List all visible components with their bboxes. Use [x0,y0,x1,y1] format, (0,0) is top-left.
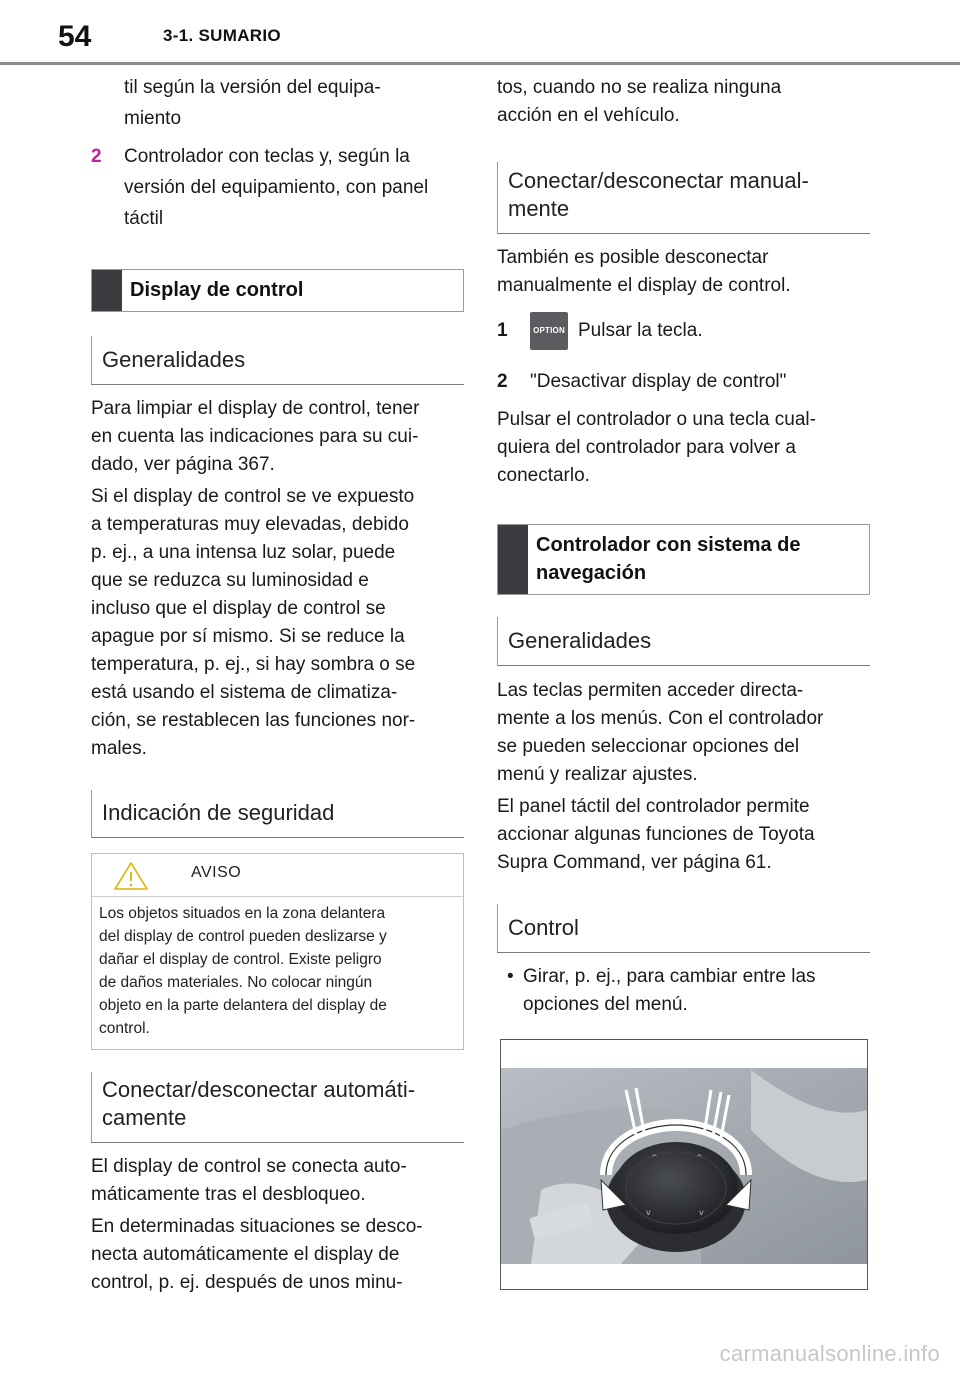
text-line: Girar, p. ej., para cambiar entre las [523,966,816,987]
svg-text:^: ^ [696,1153,703,1162]
subheading-text: Control [508,915,579,940]
text-line: Los objetos situados en la zona delantera [99,905,386,922]
subheading-text [102,1076,460,1132]
text-line: Para limpiar el display de control, tener [91,398,420,419]
subheading-text: Indicación de seguridad [102,800,335,825]
item-text [124,141,464,234]
warning-label: AVISO [191,864,242,881]
text-line: máticamente tras el desbloqueo. [91,1184,366,1205]
header-rule [0,62,960,65]
subheading-generalidades [91,336,464,385]
subheading-text: Generalidades [102,347,246,372]
warning-triangle-icon [113,861,149,891]
paragraph-limpiar [91,395,464,479]
svg-text:v: v [646,1208,651,1217]
text-line: apague por sí mismo. Si se reduce la [91,626,405,647]
text-line: control. [99,1020,150,1037]
heading-bar [498,525,528,594]
text-line: También es posible desconectar [497,247,769,268]
text-line: quiera del controlador para volver a [497,437,796,458]
text-line: conectarlo. [497,465,590,486]
text-line: opciones del menú. [523,994,688,1015]
item-number: 2 [91,146,102,167]
step-text [530,311,870,351]
text-line: manualmente el display de control. [497,275,791,296]
heading-text: Display de control [130,279,304,301]
text-line: dañar el display de control. Existe peligro [99,951,382,968]
subheading-manualmente [497,162,870,234]
text-line: se pueden seleccionar opciones del [497,736,800,757]
subheading-automaticamente [91,1072,464,1143]
text-line: en cuenta las indicaciones para su cui- [91,426,419,447]
bullet-dot: • [507,966,514,987]
subheading-text: Generalidades [508,628,652,653]
text-line: miento [124,108,182,129]
subheading-text [508,167,866,223]
text-line: ción, se restablecen las funciones nor- [91,710,416,731]
text-line: menú y realizar ajustes. [497,764,698,785]
step-number: 1 [497,320,508,341]
paragraph-desconecta-auto [91,1213,464,1297]
text-line: Conectar/desconectar manual- [508,168,809,193]
controller-illustration [500,1039,868,1290]
text-line: til según la versión del equipa- [124,77,381,98]
continued-item-text [124,72,464,134]
text-line: control, p. ej. después de unos minu- [91,1272,403,1293]
page-number: 54 [58,20,92,53]
text-line: táctil [124,208,164,229]
text-line: está usando el sistema de climatiza- [91,682,398,703]
text-line: El display de control se conecta auto- [91,1156,407,1177]
svg-text:^: ^ [651,1153,658,1162]
paragraph-continued [497,74,870,130]
warning-box [91,853,464,1050]
text-line: Las teclas permiten acceder directa- [497,680,804,701]
warning-body [99,902,453,1040]
subheading-indicacion-seguridad [91,790,464,838]
text-line: objeto en la parte delantera del display de [99,997,387,1014]
paragraph-volver-conectar [497,406,870,490]
text-line: Conectar/desconectar automáti- [102,1077,416,1102]
text-line: tos, cuando no se realiza ninguna [497,77,782,98]
controller-rotate-image [501,1040,867,1289]
text-line: versión del equipamiento, con panel [124,177,429,198]
text-line: p. ej., a una intensa luz solar, puede [91,542,396,563]
subheading-generalidades-2 [497,617,870,666]
section-heading-controlador [497,524,870,595]
text-line: accionar algunas funciones de Toyota [497,824,815,845]
option-button-icon: OPTION [530,312,568,350]
text-line: del display de control pueden deslizarse y [99,928,387,945]
heading-text [536,531,859,587]
step-label: "Desactivar display de control" [530,371,787,392]
text-line: males. [91,738,147,759]
subheading-control [497,904,870,953]
text-line: Controlador con teclas y, según la [124,146,410,167]
text-line: Pulsar el controlador o una tecla cual- [497,409,816,430]
text-line: Si el display de control se ve expuesto [91,486,415,507]
text-line: El panel táctil del controlador permite [497,796,810,817]
text-line: En determinadas situaciones se desco- [91,1216,423,1237]
paragraph-teclas [497,677,870,789]
section-heading-display-de-control [91,269,464,312]
step-label: Pulsar la tecla. [578,320,703,341]
bullet-text [523,963,870,1019]
section-title: 3-1. SUMARIO [163,26,281,45]
watermark: carmanualsonline.info [719,1341,940,1366]
text-line: que se reduzca su luminosidad e [91,570,369,591]
text-line: camente [102,1105,187,1130]
step-number: 2 [497,371,508,392]
text-line: navegación [536,562,647,584]
text-line: Controlador con sistema de [536,534,801,556]
paragraph-conecta-auto [91,1153,464,1209]
svg-text:v: v [699,1208,704,1217]
text-line: mente [508,196,570,221]
paragraph-desconectar-manual [497,244,870,300]
text-line: Supra Command, ver página 61. [497,852,772,873]
heading-bar [92,270,122,311]
text-line: mente a los menús. Con el controlador [497,708,824,729]
text-line: incluso que el display de control se [91,598,386,619]
text-line: acción en el vehículo. [497,105,680,126]
text-line: necta automáticamente el display de [91,1244,400,1265]
text-line: a temperaturas muy elevadas, debido [91,514,409,535]
text-line: temperatura, p. ej., si hay sombra o se [91,654,416,675]
text-line: de daños materiales. No colocar ningún [99,974,373,991]
paragraph-temperaturas [91,483,464,763]
text-line: dado, ver página 367. [91,454,275,475]
warning-header [92,854,463,897]
paragraph-panel-tactil [497,793,870,877]
